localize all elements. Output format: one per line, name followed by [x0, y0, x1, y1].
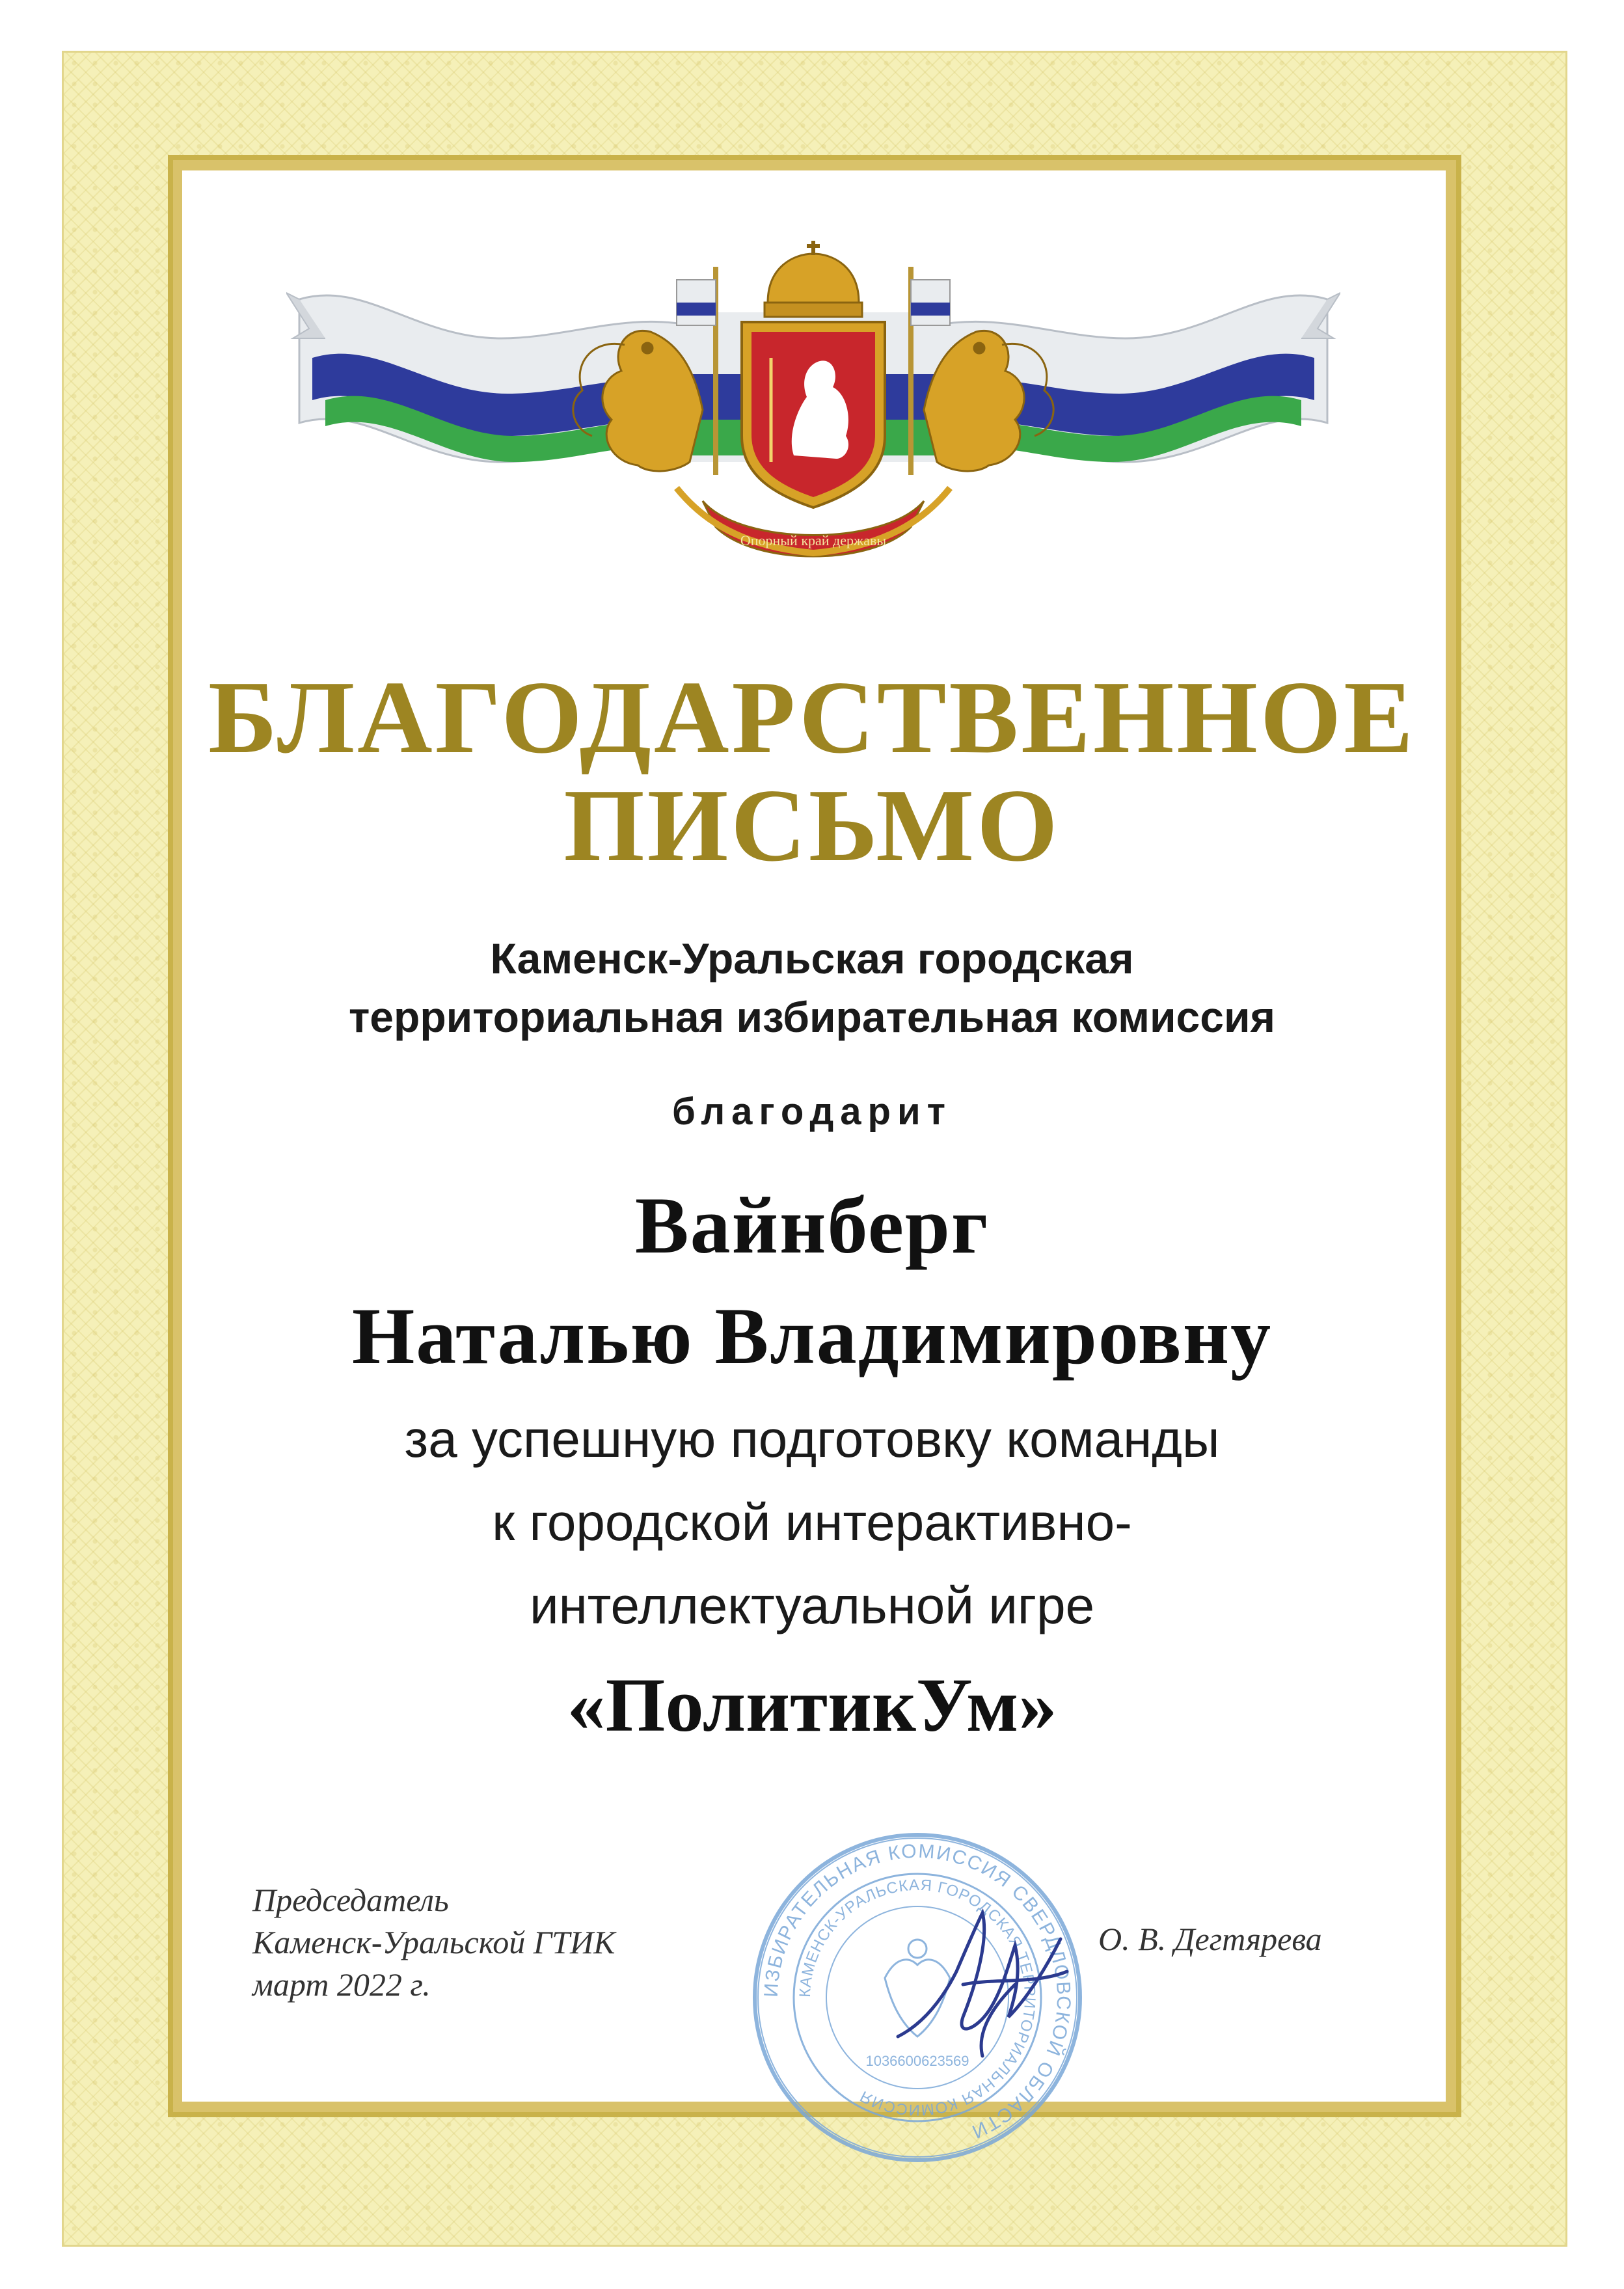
crown-icon [765, 241, 862, 317]
seal-registration-code: 1036600623569 [865, 2053, 969, 2069]
letter-date: март 2022 г. [252, 1966, 431, 2003]
signatory-block [252, 1879, 615, 2006]
organization-line1: Каменск-Уральская городская [490, 934, 1134, 982]
organization-line2: территориальная избирательная комиссия [348, 993, 1276, 1041]
game-name: «ПолитикУм» [567, 1662, 1057, 1748]
handwritten-signature-icon [885, 1887, 1080, 2082]
recipient-given-names: Наталью Владимировну [351, 1292, 1273, 1381]
shield-icon [742, 322, 885, 508]
recipient-surname: Вайнберг [634, 1181, 990, 1270]
signer-name: О. В. Дегтярева [1098, 1921, 1322, 1957]
document-title-line2: ПИСЬМО [563, 767, 1061, 883]
reason-line2: к городской интерактивно- [492, 1493, 1132, 1551]
emblem-motto: Опорный край державы [740, 532, 887, 549]
seal-inner-text: КАМЕНСК-УРАЛЬСКАЯ ГОРОДСКАЯ ТЕРРИТОРИАЛЬНАЯ КОМИССИЯ [796, 1876, 1039, 2119]
seal-outer-text: ИЗБИРАТЕЛЬНАЯ КОМИССИЯ СВЕРДЛОВСКОЙ ОБЛАСТИ [760, 1840, 1075, 2143]
document-title-line1: БЛАГОДАРСТВЕННОЕ [208, 659, 1416, 775]
reason-line1: за успешную подготовку команды [404, 1410, 1220, 1468]
signatory-organization: Каменск-Уральской ГТИК [252, 1924, 616, 1960]
thanks-word: благодарит [671, 1090, 953, 1133]
signatory-position: Председатель [252, 1882, 449, 1918]
sverdlovsk-coat-of-arms-icon [286, 241, 1340, 592]
reason-line3: интеллектуальной игре [529, 1577, 1095, 1634]
